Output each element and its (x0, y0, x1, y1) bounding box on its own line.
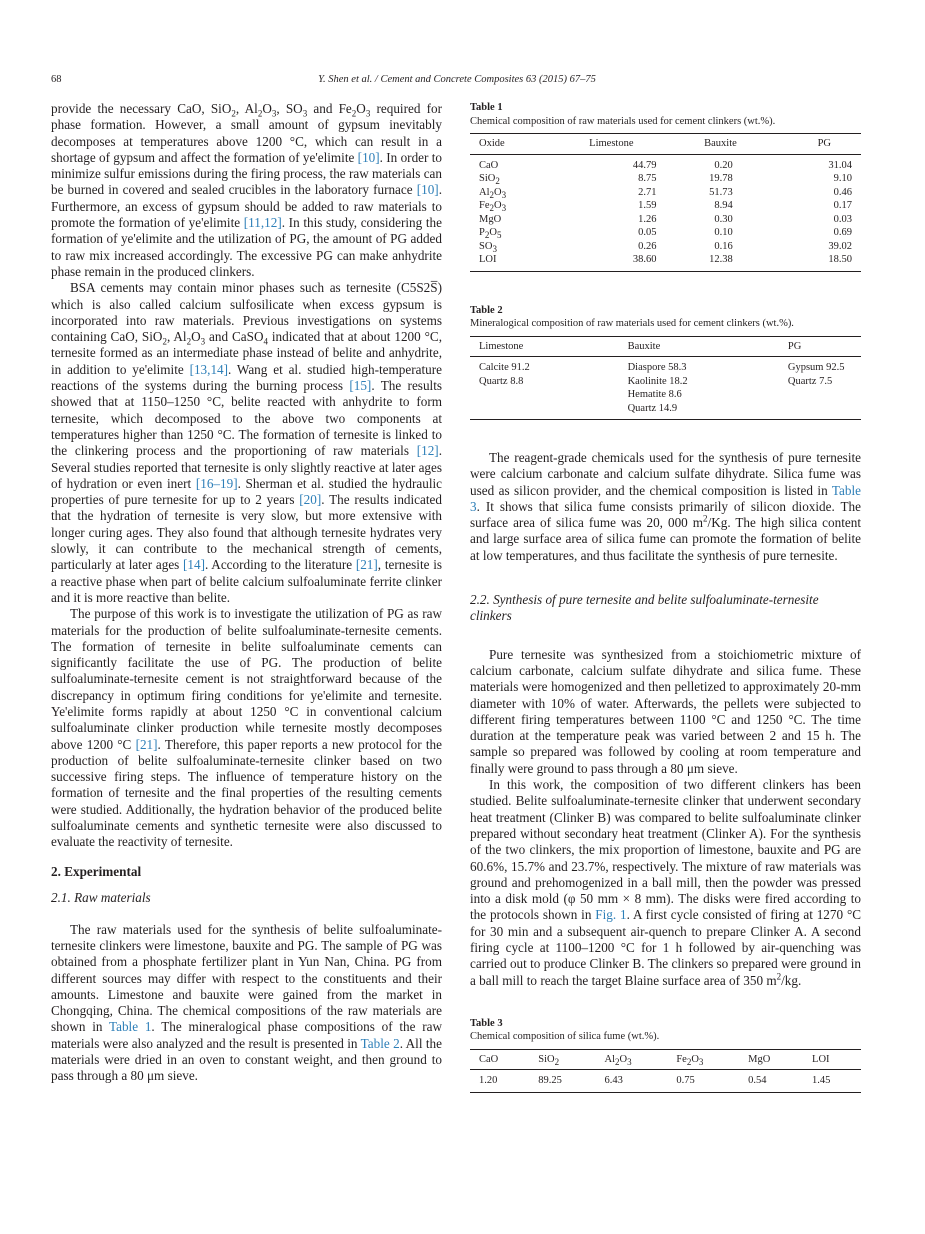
column-header: $Al_2O_3$ (596, 1049, 668, 1070)
table-2 (470, 304, 861, 421)
paragraph: The reagent-grade chemicals used for the synthesis of pure ternesite were calcium carbonate and calcium sulfate dihydrate. Silica fume was used as silicon provider, and the chemical composition is listed in Table 3. It shows that silica fume consists primarily of silicon dioxide. The surface area of silica fume was 20, 000 $m^2/Kg$. The high silica content and large surface area of silica fume can promote the formation of belite at low temperatures, and thus facilitate the synthesis of pure ternesite. (470, 450, 861, 563)
page-header (51, 72, 863, 88)
table-row: $SO_3$ 0.26 0.16 39.02 (479, 240, 852, 254)
column-header: Limestone (564, 134, 666, 155)
table-caption: Chemical composition of silica fume (wt.%). (470, 1031, 660, 1043)
running-head: Y. Shen et al. / Cement and Concrete Composites 63 (2015) 67–75 (318, 74, 596, 85)
citation-link[interactable]: [10] (357, 149, 380, 165)
section-heading: 2. Experimental (51, 863, 142, 879)
column-header: Oxide (470, 134, 564, 155)
subsection-heading: 2.2. Synthesis of pure ternesite and belite sulfoaluminate-ternesite clinkers (470, 592, 819, 624)
column-header: Limestone (470, 336, 619, 357)
table-row: CaO 44.79 0.20 31.04 (479, 159, 852, 171)
column-header: CaO (470, 1049, 529, 1070)
page-number: 68 (51, 74, 62, 85)
citation-link[interactable]: [21] (135, 736, 158, 752)
column-header: Bauxite (665, 134, 782, 155)
composition-table (470, 133, 861, 272)
table-link[interactable]: Table 3 (470, 482, 861, 514)
column-header: Bauxite (619, 336, 779, 357)
table-1 (470, 101, 861, 272)
table-link[interactable]: Table 2 (360, 1035, 400, 1051)
citation-link[interactable]: [14] (183, 557, 206, 573)
table-3 (470, 1017, 861, 1093)
column-header: SiO$_2$ (529, 1049, 595, 1070)
subsection-heading: 2.1. Raw materials (51, 889, 151, 905)
table-title: Table 2 (470, 304, 503, 316)
table-link[interactable]: Table 1 (108, 1019, 152, 1035)
paragraph: In this work, the composition of two different clinkers has been studied. Belite sulfoaluminate-ternesite clinker that underwent secondary heat treatment (Clinker B) was compared to belite sulfoaluminate clinker prepared without secondary heat treatment (Clinker A). For the synthesis of the two clinkers, the mix proportion of limestone, bauxite and PG are 60.6%, 15.7% and 23.7%, respectively. The mixture of raw materials was ground and prehomogenized in a ball mill, then the powder was pressed into a disk mold (φ 50 mm × 8 mm). The disks were fired according to the protocols shown in Fig. 1. A first cycle consisted of firing at 1270 °C for 30 min and a subsequent air-quench to prepare Clinker A. A second firing cycle at 1100–1200 °C for 1 h followed by air-quenching was carried out to produce Clinker B. The clinkers so prepared were ground in a ball mill to reach the target Blaine surface area of 350 $m^2/kg$. (470, 777, 862, 988)
citation-link[interactable]: [20] (299, 492, 322, 508)
paragraph: The purpose of this work is to investigate the utilization of PG as raw materials for the production of belite sulfoaluminate-ternesite cements. The formation of ternesite in belite sulfoaluminate cements can significantly facilitate the use of PG. The production of belite sulfoaluminate-ternesite cement is not straightforward because of the discrepancy in optimum firing conditions for ye'elimite and ternesite. Ye'elimite forms rapidly at about 1250 °C in conventional calcium sulfoaluminate clinker production while ternesite mostly decomposes above 1200 °C [21]. Therefore, this paper reports a new protocol for the production of belite sulfoaluminate-ternesite clinker based on two successive firing steps. The influence of temperature history on the formation of ternesite and the final properties of the resulting cements were studied. Additionally, the hydration behavior of the produced belite sulfoaluminate cements and synthetic ternesite were also discussed to evaluate the reactivity of ternesite. (51, 606, 442, 850)
table-row: $Al_2O_3$ 2.71 51.73 0.46 (479, 186, 852, 200)
column-header: PG (779, 336, 861, 357)
column-header: $Fe_2O_3$ (667, 1049, 739, 1070)
column-header: LOI (803, 1049, 861, 1070)
citation-link[interactable]: [10] (416, 182, 439, 198)
table-row: LOI 38.60 12.38 18.50 (470, 253, 861, 271)
left-column (51, 101, 442, 1085)
citation-link[interactable]: [15] (349, 378, 372, 394)
table-caption: Chemical composition of raw materials used for cement clinkers (wt.%). (470, 115, 776, 127)
table-title: Table 3 (470, 1017, 503, 1029)
paragraph: provide the necessary CaO, SiO$_2$, $Al_2O_3$, $SO_3$ and $Fe_2O_3$ required for phase formation. However, a small amount of gypsum inevitably decomposes at temperatures above 1200 °C, which can result in a shortage of gypsum and affect the formation of ye'elimite [10]. In order to minimize sulfur emissions during the firing process, the raw materials can be burned in covered and sealed crucibles in the laboratory furnace [10]. Furthermore, an excess of gypsum should be added to raw materials to promote the formation of ye'elimite [11,12]. In this study, considering the formation of ye'elimite and the utilization of PG, the amount of PG added to raw mix increased accordingly. The excessive PG can make anhydrite phase remain in the produced clinkers. (51, 101, 442, 279)
figure-link[interactable]: Fig. 1 (595, 907, 627, 923)
table-row: SiO$_2$ 8.75 19.78 9.10 (479, 173, 852, 187)
table-row: MgO 1.26 0.30 0.03 (479, 213, 852, 225)
table-row: $P_2O_5$ 0.05 0.10 0.69 (479, 227, 852, 241)
mineralogy-table (470, 336, 861, 421)
citation-link[interactable]: [21] (355, 557, 378, 573)
right-column (470, 101, 861, 1093)
citation-link[interactable]: [16–19] (195, 475, 238, 491)
citation-link[interactable]: [13,14] (189, 361, 229, 377)
table-caption: Mineralogical composition of raw materials used for cement clinkers (wt.%). (470, 318, 794, 329)
table-row: Calcite 91.2 Diaspore 58.3 Gypsum 92.5 (479, 362, 845, 373)
table-title: Table 1 (470, 102, 503, 113)
column-header: PG (783, 134, 861, 155)
table-row: Hematite 8.6 (627, 389, 682, 400)
citation-link[interactable]: [12] (416, 443, 439, 459)
column-header: MgO (739, 1049, 803, 1070)
paragraph: BSA cements may contain minor phases such as ternesite (C5S2S̅) which is also called calcium sulfosilicate when excess gypsum is incorporated into raw materials. Previous investigations on systems containing CaO, SiO$_2$, $Al_2O_3$ and CaSO$_4$ indicated that at about 1200 °C, ternesite formed as an intermediate phase instead of belite and anhydrite, in addition to ye'elimite [13,14]. Wang et al. studied high-temperature reactions of the systems during the burning process [15]. The results showed that at 1150–1250 °C, belite reacted with anhydrite to form ternesite, which decomposed to the above two components at temperatures higher than 1250 °C. The formation of ternesite is linked to the clinkering process and the proportioning of raw materials [12]. Several studies reported that ternesite is only slightly reactive at later ages of hydration or even inert [16–19]. Sherman et al. studied the hydraulic properties of pure ternesite for up to 2 years [20]. The results indicated that the hydration of ternesite is very slow, but more extensive with longer curing ages. They also found that although ternesite hydrates very slowly, it can contribute to the mechanical strength of cements, particularly at later ages [14]. According to the literature [21], ternesite is a reactive phase when part of belite calcium sulfoaluminate ferrite clinker and it is more reactive than belite. (51, 280, 443, 605)
silica-fume-table (470, 1049, 861, 1093)
table-row: 1.20 89.25 6.43 0.75 0.54 1.45 (470, 1070, 861, 1093)
paragraph: Pure ternesite was synthesized from a stoichiometric mixture of calcium carbonate, calcium sulfate dihydrate and silica fume. These materials were homogenized and then pelletized to approximately 20-mm diameter with 10% of water. Afterwards, the pellets were subjected to different firing temperatures between 1100 °C and 1250 °C. The time duration at the temperature peak was varied between 2 and 15 h. The sample so prepared was followed by cooling at room temperature and finally were ground to pass through a 80 μm sieve. (470, 646, 861, 776)
table-row: Quartz 8.8 Kaolinite 18.2 Quartz 7.5 (479, 375, 833, 387)
table-row: $Fe_2O_3$ 1.59 8.94 0.17 (479, 200, 852, 214)
citation-link[interactable]: [11,12] (243, 215, 282, 231)
paragraph: The raw materials used for the synthesis of belite sulfoaluminate-ternesite clinkers were limestone, bauxite and PG. The sample of PG was obtained from a phosphate fertilizer plant in Yun Nan, China. PG from different sources may differ with respect to the constituents and their amounts. Limestone and bauxite were gained from the market in Chongqing, China. The chemical compositions of the raw materials are shown in Table 1. The mineralogical phase compositions of the raw materials were also analyzed and the result is presented in Table 2. All the materials were dried in an oven to constant weight, and then ground to pass through a 80 μm sieve. (51, 921, 442, 1084)
table-row: Quartz 14.9 (470, 402, 861, 420)
